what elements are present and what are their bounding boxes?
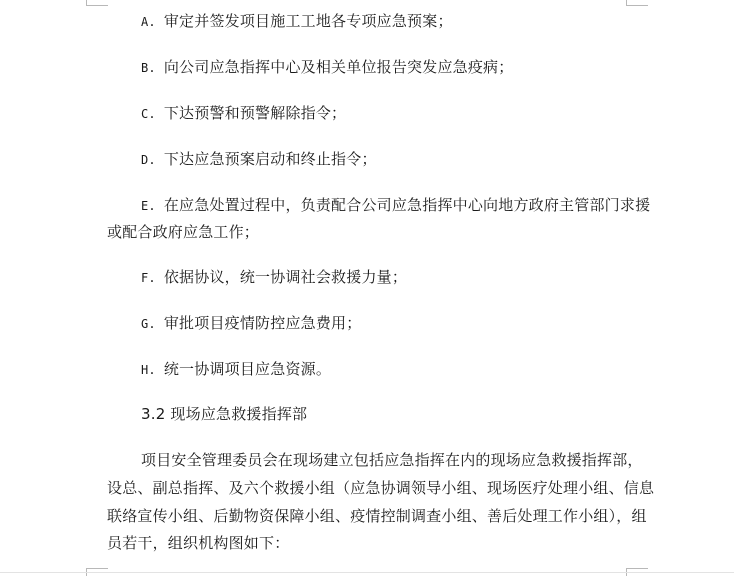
paragraph-line-3: 联络宣传小组、后勤物资保障小组、疫情控制调查小组、善后处理工作小组），组	[107, 507, 647, 525]
list-item-letter: H.	[141, 363, 156, 377]
list-item-text: 依据协议，统一协调社会救援力量；	[163, 268, 408, 286]
list-item-c	[141, 103, 346, 124]
list-item-letter: A.	[141, 15, 156, 29]
list-item-letter: E.	[141, 199, 156, 213]
section-heading: 3.2 现场应急救援指挥部	[141, 405, 308, 423]
page-bottom-divider	[0, 572, 734, 573]
list-item-letter: F.	[141, 271, 156, 285]
list-item-e	[141, 195, 650, 216]
list-item-d	[141, 149, 377, 170]
list-item-e-continuation: 或配合政府应急工作；	[107, 223, 260, 241]
list-item-letter: G.	[141, 317, 156, 331]
list-item-text: 审批项目疫情防控应急费用；	[163, 314, 362, 332]
list-item-b	[141, 57, 513, 78]
list-item-text: 统一协调项目应急资源。	[163, 360, 332, 378]
paragraph-line-4: 员若干，组织机构图如下：	[107, 534, 290, 552]
crop-mark-top-right-h	[626, 5, 648, 6]
list-item-f	[141, 267, 407, 288]
list-item-text: 下达预警和预警解除指令；	[163, 104, 347, 122]
list-item-text: 向公司应急指挥中心及相关单位报告突发应急疫病；	[163, 58, 514, 76]
list-item-letter: C.	[141, 107, 156, 121]
list-item-a	[141, 11, 453, 32]
list-item-text: 在应急处置过程中，负责配合公司应急指挥中心向地方政府主管部门求援	[163, 196, 651, 214]
paragraph-line-1: 项目安全管理委员会在现场建立包括应急指挥在内的现场应急救援指挥部，	[141, 451, 643, 469]
list-item-text: 下达应急预案启动和终止指令；	[163, 150, 377, 168]
crop-mark-bottom-right-h	[626, 568, 648, 569]
list-item-text: 审定并签发项目施工工地各专项应急预案；	[163, 12, 453, 30]
list-item-h	[141, 359, 331, 380]
paragraph-line-2: 设总、副总指挥、及六个救援小组（应急协调领导小组、现场医疗处理小组、信息	[107, 479, 655, 497]
list-item-letter: B.	[141, 61, 156, 75]
list-item-g	[141, 313, 361, 334]
crop-mark-top-left-h	[86, 5, 108, 6]
list-item-letter: D.	[141, 153, 156, 167]
crop-mark-bottom-left-h	[86, 568, 108, 569]
